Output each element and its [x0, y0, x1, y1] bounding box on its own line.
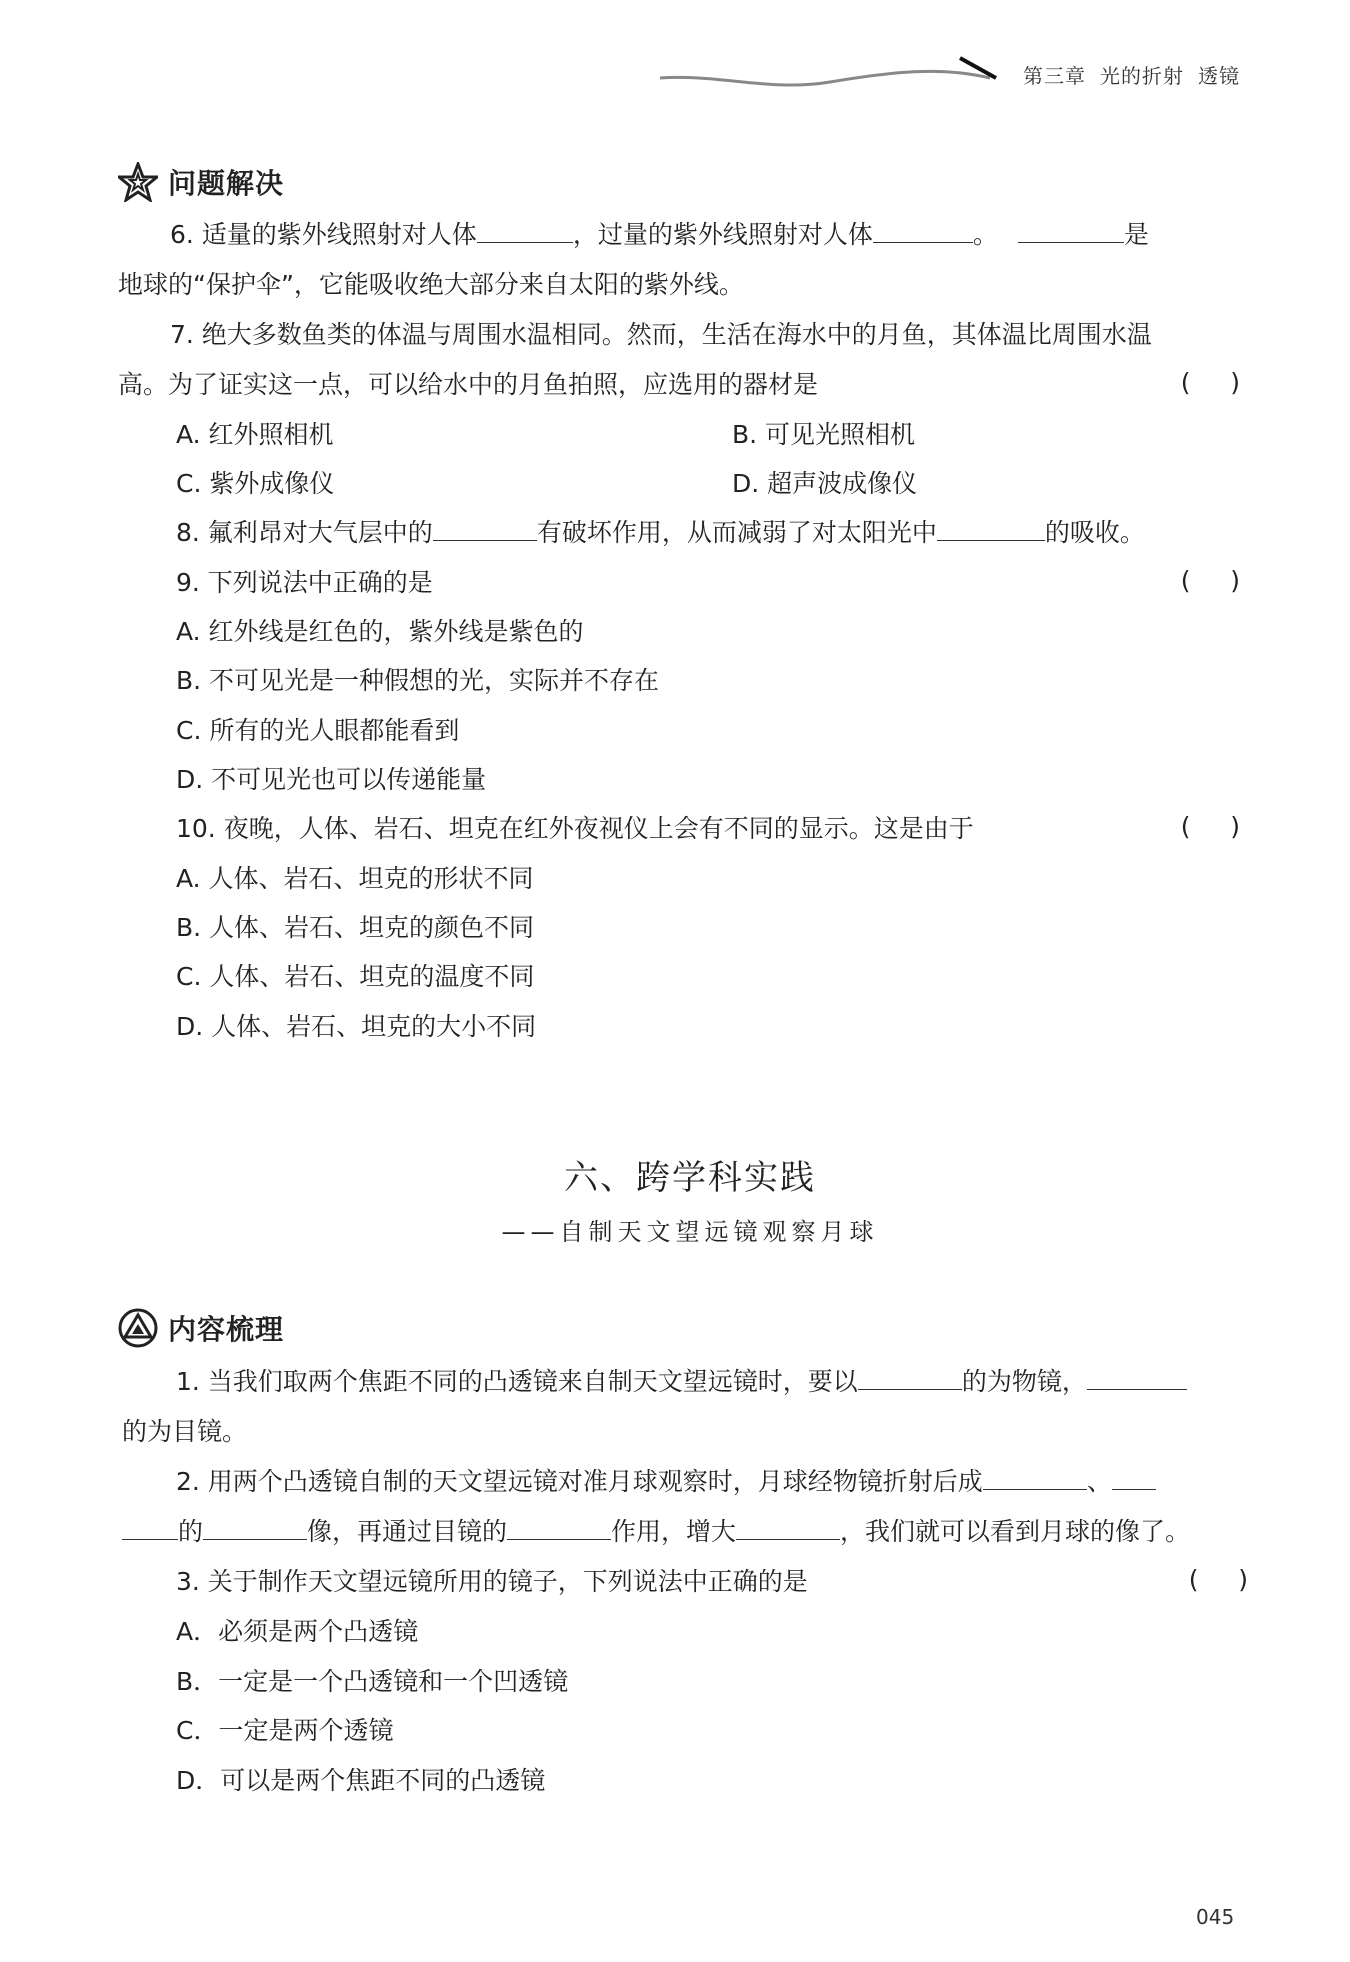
- p2-text-c: 的: [178, 1517, 204, 1546]
- star-icon: [118, 162, 158, 202]
- q8-text-b: 有破坏作用，从而减弱了对太阳光中: [536, 518, 937, 547]
- q7-option-d: D. 超声波成像仪: [732, 469, 918, 498]
- q7-option-a: A. 红外照相机: [176, 420, 334, 449]
- q9-option-d: D. 不可见光也可以传递能量: [176, 765, 487, 794]
- header-text: [1009, 60, 1240, 89]
- answer-paren[interactable]: ( ): [1180, 368, 1240, 397]
- q6-text-d: 是: [1123, 220, 1149, 249]
- answer-blank[interactable]: [1112, 1467, 1156, 1490]
- p3-option-b: B．一定是一个凸透镜和一个凹透镜: [176, 1667, 569, 1696]
- answer-blank[interactable]: [736, 1517, 840, 1540]
- p3-option-d: D．可以是两个焦距不同的凸透镜: [176, 1766, 546, 1795]
- page-header: [660, 56, 1260, 96]
- answer-blank[interactable]: [858, 1367, 962, 1390]
- p2-text-a: 2. 用两个凸透镜自制的天文望远镜对准月球观察时，月球经物镜折射后成: [176, 1467, 983, 1496]
- q6-text-a: 6. 适量的紫外线照射对人体: [170, 220, 477, 249]
- p3-option-c: C．一定是两个透镜: [176, 1716, 394, 1745]
- answer-blank[interactable]: [433, 518, 537, 541]
- answer-paren[interactable]: ( ): [1180, 566, 1240, 595]
- header-topic2: 透镜: [1198, 64, 1240, 88]
- answer-blank[interactable]: [122, 1517, 178, 1540]
- answer-paren[interactable]: ( ): [1180, 812, 1240, 841]
- q10-option-d: D. 人体、岩石、坦克的大小不同: [176, 1012, 537, 1041]
- header-topic1: 光的折射: [1100, 64, 1184, 88]
- answer-paren[interactable]: ( ): [1188, 1565, 1248, 1594]
- header-swoosh-decoration: [660, 56, 1020, 96]
- q6-text-b: ，过量的紫外线照射对人体: [572, 220, 873, 249]
- triangle-circle-icon: [118, 1308, 158, 1348]
- answer-blank[interactable]: [477, 220, 573, 243]
- p1-line2: 的为目镜。: [122, 1417, 248, 1446]
- section-heading-problem-solving: [118, 158, 284, 206]
- answer-blank[interactable]: [1087, 1367, 1187, 1390]
- section-title: 内容梳理: [168, 1313, 285, 1346]
- answer-blank[interactable]: [1018, 220, 1124, 243]
- q10-option-a: A. 人体、岩石、坦克的形状不同: [176, 864, 534, 893]
- q6-text-c: 。: [972, 220, 998, 249]
- answer-blank[interactable]: [507, 1517, 611, 1540]
- p2-text-d: 像，再通过目镜的: [307, 1517, 508, 1546]
- p1-text-a: 1. 当我们取两个焦距不同的凸透镜来自制天文望远镜时，要以: [176, 1367, 858, 1396]
- q10-option-b: B. 人体、岩石、坦克的颜色不同: [176, 913, 535, 942]
- q9-option-b: B. 不可见光是一种假想的光，实际并不存在: [176, 666, 660, 695]
- p2-line2: [122, 1515, 1190, 1549]
- q6-line2: 地球的“保护伞”，它能吸收绝大部分来自太阳的紫外线。: [118, 270, 744, 299]
- q7-option-c: C. 紫外成像仪: [176, 469, 335, 498]
- q9-stem: 9. 下列说法中正确的是: [176, 568, 433, 597]
- q7-line1: 7. 绝大多数鱼类的体温与周围水温相同。然而，生活在海水中的月鱼，其体温比周围水温: [170, 320, 1152, 349]
- p3-option-a: A．必须是两个凸透镜: [176, 1617, 419, 1646]
- part-title: 六、跨学科实践: [564, 1158, 816, 1198]
- p3-stem: 3. 关于制作天文望远镜所用的镜子，下列说法中正确的是: [176, 1567, 808, 1596]
- answer-blank[interactable]: [203, 1517, 307, 1540]
- p2-text-e: 作用，增大: [611, 1517, 737, 1546]
- q9-option-c: C. 所有的光人眼都能看到: [176, 716, 460, 745]
- section-title: 问题解决: [168, 167, 285, 200]
- p1-line1: [176, 1365, 1187, 1399]
- q8-text-a: 8. 氟利昂对大气层中的: [176, 518, 433, 547]
- part-subtitle: ——自制天文望远镜观察月球: [501, 1218, 879, 1246]
- p2-text-b: 、: [1086, 1467, 1112, 1496]
- page-number: 045: [1196, 1905, 1235, 1929]
- q10-stem: 10. 夜晚，人体、岩石、坦克在红外夜视仪上会有不同的显示。这是由于: [176, 814, 974, 843]
- p2-line1: [176, 1465, 1156, 1499]
- q7-option-b: B. 可见光照相机: [732, 420, 916, 449]
- section-heading-content-review: [118, 1304, 284, 1352]
- q10-option-c: C. 人体、岩石、坦克的温度不同: [176, 962, 535, 991]
- p2-text-f: ，我们就可以看到月球的像了。: [840, 1517, 1191, 1546]
- answer-blank[interactable]: [983, 1467, 1087, 1490]
- q8-text-c: 的吸收。: [1044, 518, 1145, 547]
- header-chapter: 第三章: [1023, 64, 1086, 88]
- q8-line: [176, 516, 1145, 550]
- p1-text-b: 的为物镜，: [961, 1367, 1087, 1396]
- q7-line2: 高。为了证实这一点，可以给水中的月鱼拍照，应选用的器材是: [118, 370, 819, 399]
- answer-blank[interactable]: [937, 518, 1045, 541]
- answer-blank[interactable]: [873, 220, 973, 243]
- q9-option-a: A. 红外线是红色的，紫外线是紫色的: [176, 617, 584, 646]
- q6-line1: [170, 218, 1149, 252]
